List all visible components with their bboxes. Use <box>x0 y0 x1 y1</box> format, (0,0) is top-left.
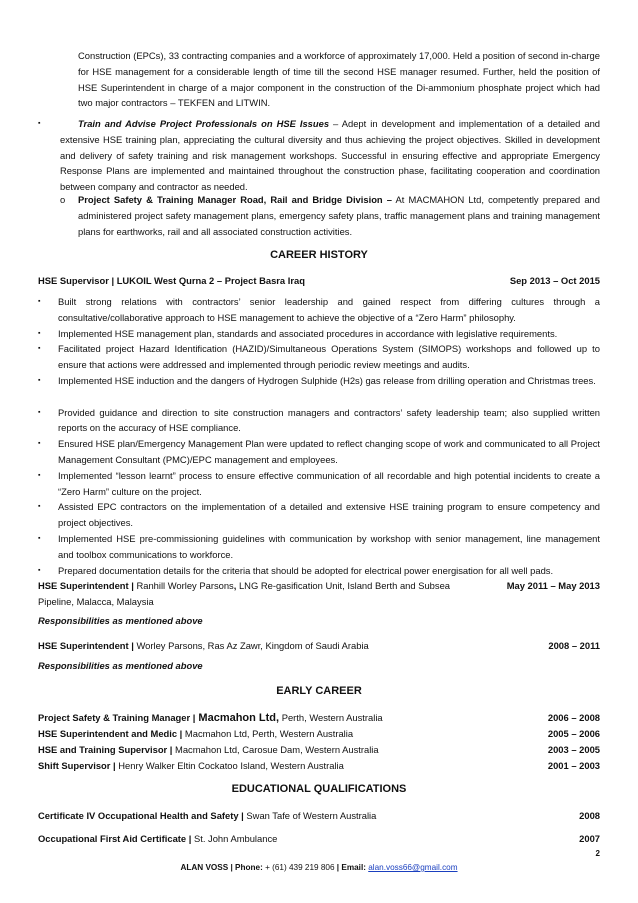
early-row-title: Shift Supervisor | <box>38 760 116 771</box>
job1-bullet-item: Prepared documentation details for the criteria that should be adopted for electrical power energisation for all well pads. <box>58 564 554 576</box>
early-row-location: Macmahon Ltd, Perth, Western Australia <box>182 728 354 739</box>
early-row-title: HSE and Training Supervisor | <box>38 744 173 755</box>
job2-employer-a: Ranhill Worley Parsons <box>133 580 234 591</box>
job1-header <box>38 273 600 289</box>
early-row <box>38 758 600 774</box>
early-row-dates: 2005 – 2006 <box>547 728 600 739</box>
education-row-year: 2008 <box>579 810 600 821</box>
footer-phone: + (61) 439 219 806 <box>262 863 335 872</box>
footer-email-label: Email: <box>339 863 366 872</box>
bullet-icon: ▪ <box>38 345 41 353</box>
job1-bullet-item: Facilitated project Hazard Identification (HAZID)/Simultaneous Operations System (SIMOPS) workshops and followed up to ensure that actions were addressed and implemented through periodic review meetings and audits. <box>58 343 600 371</box>
bullet-icon: ▪ <box>38 377 41 384</box>
train-advise-title: Train and Advise Project Professionals on HSE Issues <box>78 118 330 129</box>
education-row-title: Certificate IV Occupational Health and Safety | <box>38 810 244 821</box>
footer-email-link[interactable]: alan.voss66@gmail.com <box>368 863 458 872</box>
train-advise-text: – Adept in development and implementation of a detailed and extensive HSE training plan, appreciating the cultural diversity and thus achieving the project objectives. Skilled in development and delivery of safety training and risk management workshops. Successful in ensuring effective and appropriate Emergency Response Plans are implemented and maintained throughout the construction phase, facilitating cooperation and coordination between company and contractor as needed. <box>60 118 601 193</box>
job3-employer: Worley Parsons, Ras Az Zawr, Kingdom of Saudi Arabia <box>133 640 369 651</box>
job1-title: HSE Supervisor | LUKOIL West Qurna 2 – Project Basra Iraq <box>38 275 305 286</box>
early-row-title: Project Safety & Training Manager | <box>38 712 196 723</box>
job1-bullet-item: Assisted EPC contractors on the implementation of a detailed and extensive HSE training program to ensure competency and project objectives. <box>58 501 600 529</box>
education-row <box>38 831 600 847</box>
early-row-location: Henry Walker Eltin Cockatoo Island, Western Australia <box>115 760 344 771</box>
footer-phone-label: Phone: <box>232 863 263 872</box>
sub-bullet-text: At MACMAHON Ltd, competently prepared and administered project safety management plans, emergency safety plans, traffic management plans and training management plans for earthworks, rail and all associated construction activities. <box>78 194 600 237</box>
early-row <box>38 726 600 742</box>
early-row-dates: 2006 – 2008 <box>547 712 600 723</box>
early-row <box>38 742 600 758</box>
job3-dates: 2008 – 2011 <box>548 640 600 651</box>
job2-note: Responsibilities as mentioned above <box>38 615 203 626</box>
job1-bullet-item: Built strong relations with contractors’ senior leadership and gained respect from differing cultures through a consultative/collaborative approach to HSE management to achieve the objective of a “Zero Harm” philosophy. <box>58 296 600 323</box>
early-row <box>38 710 600 727</box>
bullet-icon: ▪ <box>38 535 41 542</box>
job2-comma: , <box>233 580 237 591</box>
early-row-title: HSE Superintendent and Medic | <box>38 728 183 739</box>
early-row-company: Macmahon Ltd, <box>195 712 280 724</box>
early-row-dates: 2001 – 2003 <box>547 760 600 771</box>
job1-bullet-item: Implemented HSE management plan, standards and associated procedures in accordance with legislative requirements. <box>58 327 558 339</box>
job2-header <box>38 578 600 610</box>
bullet-icon: ▪ <box>38 298 41 305</box>
education-row-title: Occupational First Aid Certificate | <box>38 833 192 844</box>
bullet-icon: ▪ <box>38 440 41 448</box>
career-history-heading: CAREER HISTORY <box>270 249 368 261</box>
education-row-institution: St. John Ambulance <box>191 833 278 844</box>
job3-title: HSE Superintendent | <box>38 640 134 651</box>
job1-bullet-item: Implemented HSE pre-commissioning guidelines with communication by workshop with senior management, line management and toolbox communications to workforce. <box>58 533 600 560</box>
job3-header <box>38 638 600 654</box>
job1-dates: Sep 2013 – Oct 2015 <box>509 275 600 286</box>
footer-name: ALAN VOSS | <box>180 863 233 872</box>
early-row-dates: 2003 – 2005 <box>547 744 600 755</box>
bullet-icon: ▪ <box>38 120 41 127</box>
page-number: 2 <box>595 849 600 858</box>
education-row-year: 2007 <box>579 833 600 844</box>
education-row <box>38 808 600 824</box>
bullet-icon: ▪ <box>38 503 41 511</box>
bullet-icon: ▪ <box>38 566 41 574</box>
job3-note: Responsibilities as mentioned above <box>38 660 203 671</box>
job1-bullet-item: Provided guidance and direction to site construction managers and contractors’ safety leadership team; also supplied written reports on the accuracy of HSE compliance. <box>58 406 600 434</box>
intro-paragraph: Construction (EPCs), 33 contracting companies and a workforce of approximately 17,000. Held a position of second in-charge for HSE management for a considerable length of time till the second HSE manager resumed. Further, held the position of HSE Superintendent in charge of a major component in the construction of the Di-ammonium phosphate project which had two major contractors – TEKFEN and LITWIN. <box>78 50 600 109</box>
job1-bullet-item: Implemented HSE induction and the dangers of Hydrogen Sulphide (H2s) gas release from drilling operation and Christmas trees. <box>58 375 596 386</box>
sub-bullet-title: Project Safety & Training Manager Road, Rail and Bridge Division – <box>78 194 392 205</box>
early-row-location: Macmahon Ltd, Carosue Dam, Western Australia <box>172 744 379 755</box>
early-row-location: Perth, Western Australia <box>279 712 383 723</box>
education-row-institution: Swan Tafe of Western Australia <box>243 810 377 821</box>
job1-bullet-item: Implemented “lesson learnt” process to ensure effective communication of all recordable and high potential incidents to create a “Zero Harm” culture on the project. <box>58 469 600 497</box>
footer-contact <box>0 860 638 876</box>
job2-title: HSE Superintendent | <box>38 580 134 591</box>
bullet-icon: ▪ <box>38 471 41 479</box>
early-career-heading: EARLY CAREER <box>276 685 362 697</box>
education-heading: EDUCATIONAL QUALIFICATIONS <box>231 783 407 795</box>
footer-separator: | <box>334 863 340 872</box>
sub-bullet-paragraph <box>78 192 600 239</box>
job1-bullet-item: Ensured HSE plan/Emergency Management Plan were updated to reflect changing scope of work and communicated to all Project Management Consultant (PMC)/EPC management and employees. <box>58 438 600 465</box>
bullet-icon: ▪ <box>38 329 41 337</box>
job2-employer-b: LNG Re-gasification Unit, Island Berth and Subsea Pipeline, Malacca, Malaysia <box>38 580 451 607</box>
bullet-icon: ▪ <box>38 408 41 416</box>
job2-dates: May 2011 – May 2013 <box>506 580 600 591</box>
sub-bullet-icon: o <box>60 194 66 205</box>
train-advise-paragraph <box>60 116 600 195</box>
